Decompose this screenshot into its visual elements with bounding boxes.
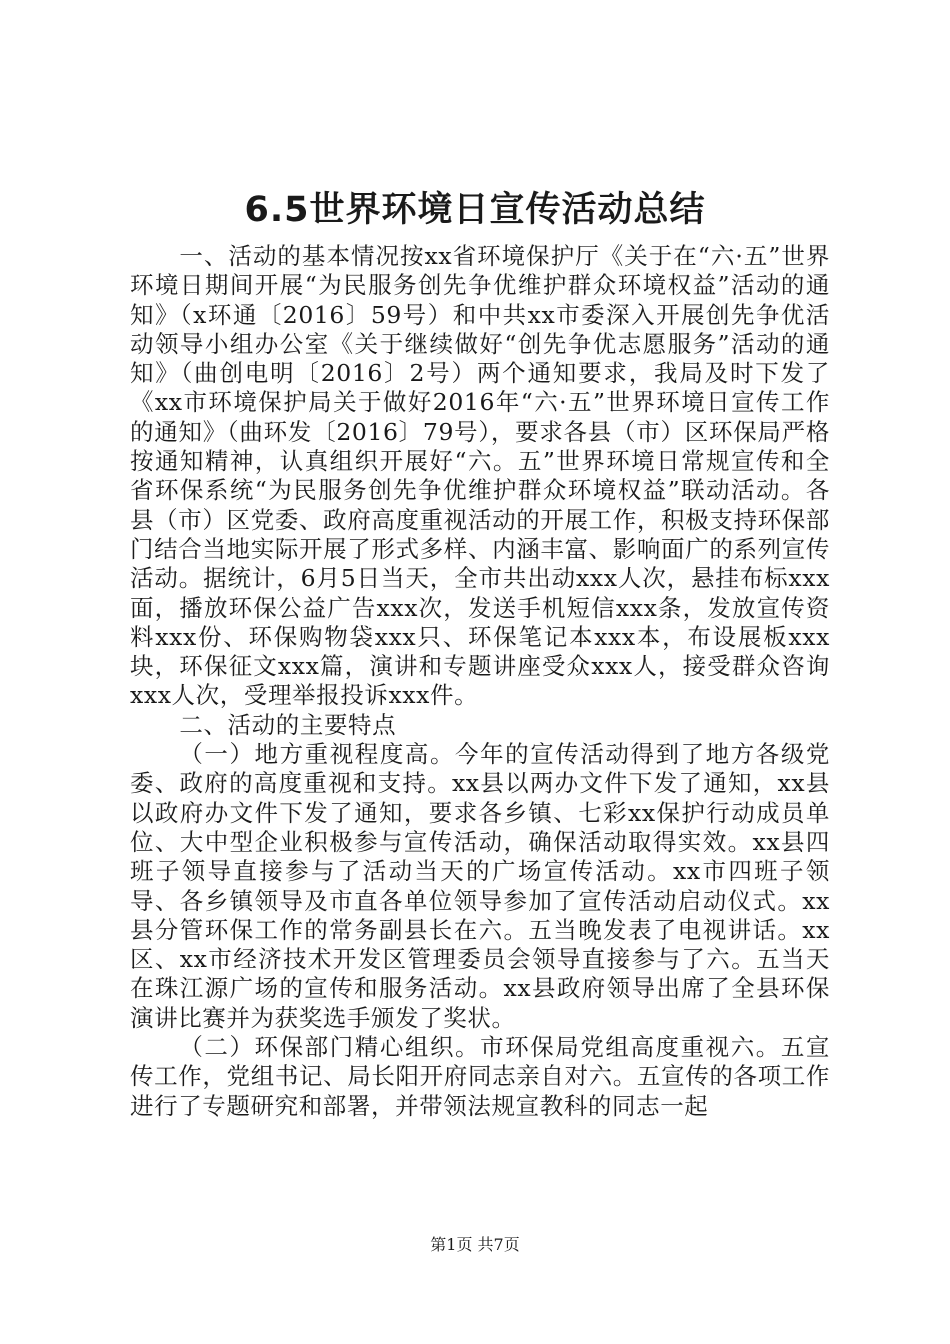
paragraph-activity-overview: 一、活动的基本情况按xx省环境保护厅《关于在“六·五”世界环境日期间开展“为民服务创先争优维护群众环境权益”活动的通知》（x环通〔2016〕59号）和中共xx市委深入开展创先争优活动领导小组办公室《关于继续做好“创先争优志愿服务”活动的通知》（曲创电明〔2016〕2号）两个通知要求，我局及时下发了《xx市环境保护局关于做好2016年“六·五”世界环境日宣传工作的通知》（曲环发〔2016〕79号），要求各县（市）区环保局严格按通知精神，认真组织开展好“六。五”世界环境日常规宣传和全省环保系统“为民服务创先争优维护群众环境权益”联动活动。各县（市）区党委、政府高度重视活动的开展工作，积极支持环保部门结合当地实际开展了形式多样、内涵丰富、影响面广的系列宣传活动。据统计，6月5日当天，全市共出动xxx人次，悬挂布标xxx面，播放环保公益广告xxx次，发送手机短信xxx条，发放宣传资料xxx份、环保购物袋xxx只、环保笔记本xxx本，布设展板xxx块，环保征文xxx篇，演讲和专题讲座受众xxx人，接受群众咨询xxx人次，受理举报投诉xxx件。	[130, 242, 830, 710]
document-title: 6.5世界环境日宣传活动总结	[244, 190, 706, 230]
document-body	[130, 242, 830, 1121]
page-number-footer: 第1页 共7页	[430, 1235, 520, 1254]
paragraph-local-attention: （一）地方重视程度高。今年的宣传活动得到了地方各级党委、政府的高度重视和支持。xx县以两办文件下发了通知，xx县以政府办文件下发了通知，要求各乡镇、七彩xx保护行动成员单位、大中型企业积极参与宣传活动，确保活动取得实效。xx县四班子领导直接参与了活动当天的广场宣传活动。xx市四班子领导、各乡镇领导及市直各单位领导参加了宣传活动启动仪式。xx县分管环保工作的常务副县长在六。五当晚发表了电视讲话。xx区、xx市经济技术开发区管理委员会领导直接参与了六。五当天在珠江源广场的宣传和服务活动。xx县政府领导出席了全县环保演讲比赛并为获奖选手颁发了奖状。	[130, 740, 830, 1032]
paragraph-environmental-department: （二）环保部门精心组织。市环保局党组高度重视六。五宣传工作，党组书记、局长阳开府同志亲自对六。五宣传的各项工作进行了专题研究和部署，并带领法规宣教科的同志一起	[130, 1033, 830, 1120]
section-heading-main-features: 二、活动的主要特点	[179, 710, 397, 739]
